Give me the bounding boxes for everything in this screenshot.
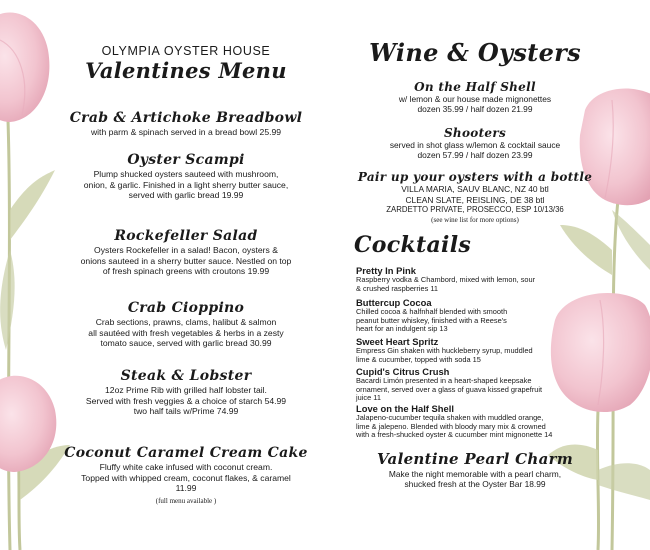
section-line: served in shot glass w/lemon & cocktail sauce (389, 140, 561, 150)
cocktail-desc-line: Chilled cocoa & halfnhalf blended with smooth (356, 307, 508, 316)
dish-desc-line: onions sauteed in a sherry butter sauce. Nestled on top (80, 255, 292, 266)
dish-title: Rockefeller Salad (114, 228, 258, 244)
dish-desc-line: served with garlic bread 19.99 (128, 190, 244, 201)
cocktail-desc-line: Jalapeno-cucumber tequila shaken with muddled orange, (356, 413, 544, 422)
dish-desc-line: Topped with whipped cream, coconut flakes, & caramel (81, 472, 291, 483)
dish-title: Oyster Scampi (127, 152, 245, 168)
dish-desc-line: onion, & garlic. Finished in a light sherry butter sauce, (83, 179, 289, 190)
dish-title: Crab Cioppino (127, 300, 245, 316)
dish-steak-lobster (48, 368, 324, 417)
wine-oysters-title: Wine & Oysters (369, 38, 581, 67)
dish-desc-line: of fresh spinach greens with croutons 19.99 (102, 266, 270, 277)
section-title: Shooters (443, 126, 507, 140)
wine-line: ZARDETTO PRIVATE, PROSECCO, ESP 10/13/36 (386, 205, 564, 215)
section-line: dozen 57.99 / half dozen 23.99 (417, 150, 533, 161)
section-title: Pair up your oysters with a bottle (357, 170, 593, 184)
dish-coconut-cake (48, 445, 324, 506)
dish-desc-line: all sautéed with fresh vegetables & herbs in a zesty (88, 327, 284, 338)
cocktail-sweet-heart-spritz (356, 336, 602, 364)
dish-desc-line: 12oz Prime Rib with grilled half lobster tail. (105, 385, 267, 395)
dish-title: Steak & Lobster (120, 368, 252, 384)
wine-list-note: (see wine list for more options) (431, 215, 519, 224)
section-title: On the Half Shell (414, 80, 536, 94)
cocktail-buttercup-cocoa (356, 297, 602, 334)
section-line: w/ lemon & our house made mignonettes (398, 94, 552, 104)
dish-desc-line: Plump shucked oysters sauteed with mushroom, (93, 169, 279, 179)
section-line: shucked fresh at the Oyster Bar 18.99 (404, 479, 546, 490)
dish-desc-line: Crab sections, prawns, clams, halibut & salmon (95, 317, 277, 327)
dish-rockefeller-salad (48, 228, 324, 277)
cocktail-name: Cupid's Citrus Crush (356, 366, 450, 377)
cocktail-desc-line: lime & jalepeno. Blended with bloody mary mix & crowned (356, 421, 546, 431)
valentines-menu-title: Valentines Menu (85, 58, 287, 83)
cocktail-desc-line: & crushed raspberries 11 (356, 283, 439, 293)
cocktail-love-on-the-half-shell (356, 403, 602, 440)
cocktail-desc-line: ornament, served over a glass of guava kissed grapefruit (356, 384, 543, 394)
cocktail-desc-line: Raspberry vodka & Chambord, mixed with lemon, sour (356, 275, 536, 284)
dish-desc-line: Oysters Rockefeller in a salad! Bacon, oysters & (94, 245, 278, 255)
dish-desc-line: two half tails w/Prime 74.99 (133, 406, 239, 417)
dish-oyster-scampi (48, 152, 324, 201)
dish-desc-line: Fluffy white cake infused with coconut cream. (99, 462, 273, 472)
dish-crab-artichoke (48, 110, 324, 138)
dish-title: Coconut Caramel Cream Cake (64, 445, 308, 461)
half-shell-section (344, 80, 606, 114)
pearl-charm-section (344, 450, 606, 489)
cocktail-desc-line: with a fresh-shucked oyster & cucumber mint mignonette 14 (356, 430, 553, 440)
dish-desc-line: Served with fresh veggies & a choice of starch 54.99 (85, 395, 287, 406)
wine-pairing-section (344, 170, 606, 225)
dish-desc-line: tomato sauce, served with garlic bread 30.99 (100, 338, 272, 349)
dish-desc-line: 11.99 (175, 483, 197, 494)
cocktail-name: Buttercup Cocoa (356, 297, 432, 308)
full-menu-note: (full menu available ) (155, 496, 217, 505)
cocktail-pretty-in-pink (356, 265, 602, 293)
cocktail-cupids-citrus-crush (356, 366, 602, 403)
cocktail-name: Pretty In Pink (356, 265, 416, 276)
section-title: Valentine Pearl Charm (376, 450, 574, 468)
cocktail-desc-line: Bacardi Limón presented in a heart-shaped keepsake (356, 376, 532, 385)
wine-line: VILLA MARIA, SAUV BLANC, NZ 40 btl (401, 184, 549, 194)
cocktails-title: Cocktails (354, 232, 472, 258)
cocktail-desc-line: heart for an indulgent sip 13 (356, 324, 448, 334)
cocktail-desc-line: lime & cucumber, topped with soda 15 (356, 354, 481, 364)
dish-desc-line: with parm & spinach served in a bread bowl 25.99 (90, 127, 282, 137)
section-line: dozen 35.99 / half dozen 21.99 (417, 104, 533, 115)
wine-line: CLEAN SLATE, REISLING, DE 38 btl (405, 194, 545, 205)
section-line: Make the night memorable with a pearl charm, (388, 469, 562, 479)
cocktail-desc-line: peanut butter whiskey, finished with a Reese's (356, 315, 507, 325)
dish-crab-cioppino (48, 300, 324, 349)
dish-title: Crab & Artichoke Breadbowl (69, 110, 303, 126)
cocktail-name: Love on the Half Shell (356, 403, 454, 414)
cocktail-desc-line: Empress Gin shaken with huckleberry syrup, muddled (356, 346, 533, 355)
cocktail-name: Sweet Heart Spritz (356, 336, 439, 347)
cocktail-desc-line: juice 11 (356, 393, 381, 403)
shooters-section (344, 126, 606, 160)
restaurant-name: OLYMPIA OYSTER HOUSE (101, 44, 271, 58)
